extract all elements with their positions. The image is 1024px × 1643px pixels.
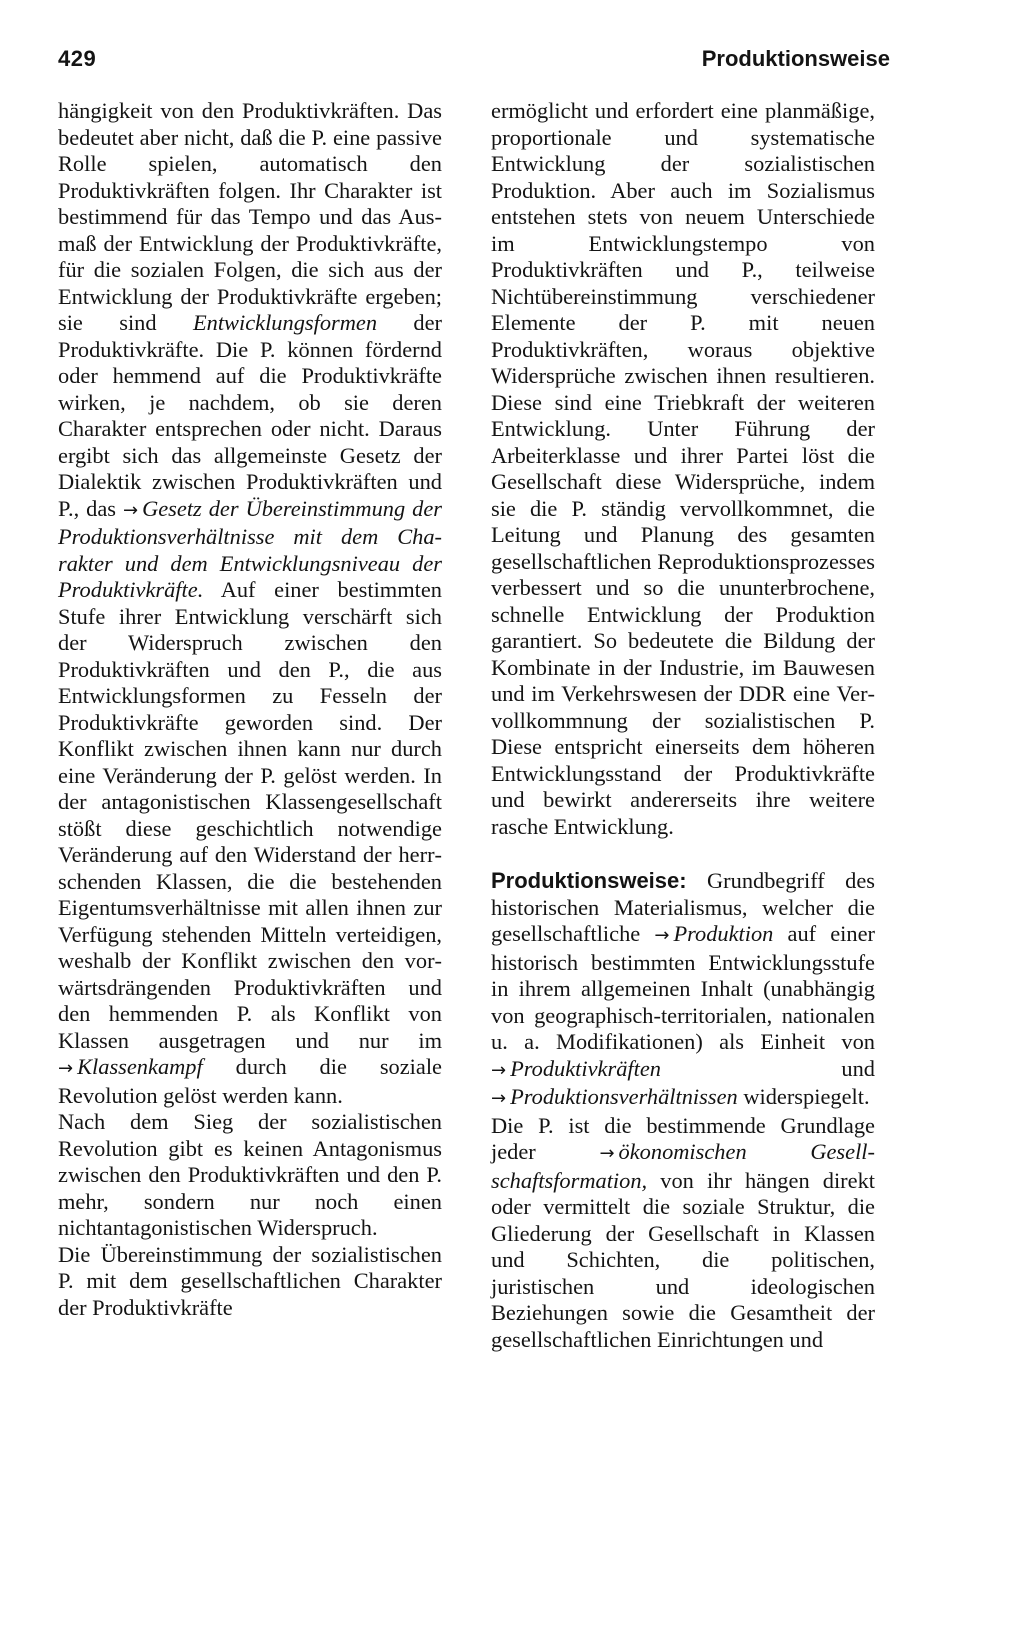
left-column	[58, 98, 442, 1321]
entry-headword: Produktionsweise:	[491, 868, 687, 893]
text-segment: widerspiegelt.	[743, 1084, 870, 1109]
cross-reference-arrow-icon: →	[122, 499, 139, 521]
text-segment: hängigkeit von den Produktivkräften. Das bedeutet aber nicht, daß die P. eine passive Rolle spielen, automatisch den Produktivkräften folgen. Ihr Charakter ist bestimmend für das Tempo und das Ausmaß der Entwicklung der Produktivkräfte, für die sozialen Folgen, die sich aus der Entwicklung der Produktivkräfte ergeben; sie sind	[58, 98, 442, 335]
cross-reference-arrow-icon: →	[491, 1088, 507, 1109]
cross-reference-link[interactable]: Produktionsverhältnissen	[510, 1084, 738, 1109]
text-segment: von ihr hängen direkt oder vermittelt die soziale Struktur, die Gliederung der Gesellschaft in Klassen und Schichten, die politischen, juristischen und ideologischen Beziehungen sowie die Gesamtheit der gesellschaftlichen Einrichtungen und	[491, 1167, 875, 1352]
text-segment: und	[841, 1055, 875, 1081]
cross-reference-link[interactable]: Produktion	[673, 921, 774, 946]
cross-reference-link[interactable]: ökonomischen Gesellschaftsformation,	[491, 1139, 875, 1193]
cross-reference-arrow-icon: →	[654, 925, 670, 946]
right-column	[491, 98, 875, 1353]
page-number: 429	[58, 46, 97, 71]
paragraph-socialist-revolution: Nach dem Sieg der sozialistischen Revolution gibt es keinen Antagonismus zwischen den Produktivkräften und den P. mehr, sondern nur noch einen nichtantagonistischen Widerspruch.	[58, 1109, 442, 1240]
text-segment: der Produktivkräfte. Die P. können fördernd oder hemmend auf die Produktivkräfte wirken, je nachdem, ob sie deren Charakter entsprechen oder nicht. Daraus ergibt sich das allgemeinste Gesetz der Dialektik zwischen Produktivkräften und P., das	[58, 310, 442, 521]
running-head: Produktionsweise	[701, 46, 890, 71]
italic-term: Entwicklungsformen	[192, 310, 378, 335]
text-segment: durch die soziale Revolution gelöst werden kann.	[58, 1054, 442, 1108]
cross-reference-arrow-icon: →	[58, 1058, 74, 1079]
text-segment: Grundbegriff des historischen Materialismus, welcher die gesellschaftliche	[491, 868, 875, 946]
cross-reference-link[interactable]: Produktivkräften	[510, 1055, 661, 1081]
paragraph-correspondence: Die Übereinstimmung der sozialistischen P. mit dem gesellschaftlichen Charakter der Produktivkräfte	[58, 1241, 442, 1320]
paragraph-continuation: ermöglicht und erfordert eine planmäßige, proportionale und systematische Entwicklung der sozialistischen Produktion. Aber auch im Sozialismus entstehen stets von neuem Unterschiede im Entwicklungstempo von Produktivkräften und P., teilweise Nichtübereinstimmung verschiedener Elemente der P. mit neuen Produktivkräften, woraus objektive Widersprüche zwischen ihnen resultieren. Diese sind eine Triebkraft der weiteren Entwicklung. Unter Führung der Arbeiterklasse und ihrer Partei löst die Gesellschaft diese Widersprüche, indem sie die P. ständig vervollkommnet, die Leitung und Planung des gesamten gesellschaftlichen Reproduktionsprozesses verbessert und so die ununterbrochene, schnelle Entwicklung der Produktion garantiert. So bedeutete die Bildung der Kombinate in der Industrie, im Bauwesen und im Verkehrswesen der DDR eine Vervollkommnung der sozialistischen P. Diese entspricht einerseits dem höheren Entwicklungsstand der Produktivkräfte und bewirkt andererseits ihre weitere rasche Entwicklung.	[491, 98, 875, 839]
dictionary-entry	[491, 868, 875, 1113]
text-segment: Auf einer bestimmten Stufe ihrer Entwicklung verschärft sich der Widerspruch zwischen den Produktivkräften und den P., die aus Entwicklungsformen zu Fesseln der Produktivkräfte geworden sind. Der Konflikt zwischen ihnen kann nur durch eine Veränderung der P. gelöst werden. In der antagonistischen Klassengesellschaft stößt diese geschichtlich notwendige Veränderung auf den Widerstand der herrschenden Klassen, die die bestehenden Eigentumsverhältnisse mit allen ihnen zur Verfügung stehenden Mitteln verteidigen, weshalb der Konflikt zwischen den vorwärtsdrängenden Produktivkräften und den hemmenden P. als Konflikt von Klassen ausgetragen und nur im	[58, 577, 442, 1053]
cross-reference-arrow-icon: →	[491, 1059, 507, 1081]
cross-reference-link[interactable]: Gesetz der Übereinstimmung der Produktionsverhältnisse mit dem Charakter und dem Entwicklungsniveau der Produktivkräfte.	[58, 495, 442, 602]
paragraph-base	[491, 1113, 875, 1354]
cross-reference-arrow-icon: →	[599, 1143, 615, 1164]
text-segment: Die P. ist die bestimmende Grundlage jeder	[491, 1112, 875, 1164]
cross-reference-link[interactable]: Klassenkampf	[77, 1054, 203, 1079]
text-segment: auf einer historisch bestimmten Entwicklungsstufe in ihrem allgemeinen Inhalt (unabhängig von geographisch-territorialen, nationalen u. a. Modifikationen) als Einheit von	[491, 921, 875, 1054]
paragraph-dialectics	[58, 98, 442, 1109]
